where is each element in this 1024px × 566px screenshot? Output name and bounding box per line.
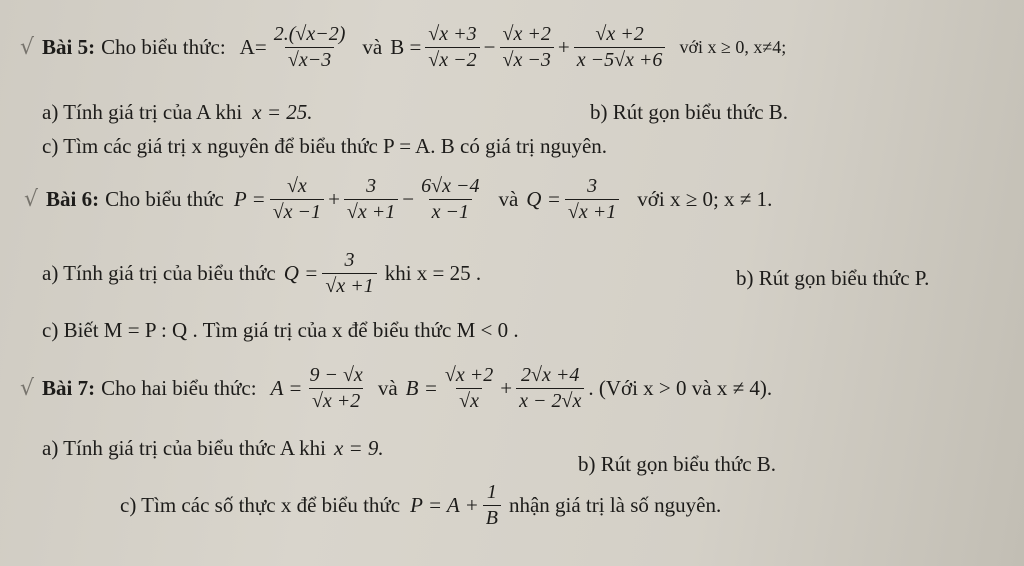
bai5-part-b xyxy=(590,100,788,125)
numerator: 2.(√x−2) xyxy=(273,23,346,45)
part-c-tail: nhận giá trị là số nguyên. xyxy=(508,493,722,517)
denominator: √x +1 xyxy=(344,199,398,223)
fraction-A xyxy=(306,365,365,412)
exercise-label: Bài 6: xyxy=(46,187,100,211)
part-b-text: b) Rút gọn biểu thức B. xyxy=(590,100,789,124)
part-c-text: c) Biết M = P : Q . Tìm giá trị của x để biểu thức M < 0 . xyxy=(42,318,519,342)
expr-A-lhs: A = xyxy=(270,376,303,400)
bai7-part-a xyxy=(42,436,1024,461)
fraction-Q xyxy=(565,176,619,223)
numerator: √x +2 xyxy=(444,364,494,386)
denominator: √x xyxy=(456,388,482,412)
numerator: 6√x −4 xyxy=(421,175,480,197)
intro-text: Cho biểu thức: xyxy=(101,35,226,59)
condition-text: với x ≥ 0; x ≠ 1. xyxy=(637,187,773,211)
plus-sign: + xyxy=(500,376,513,400)
condition-text: . (Với x > 0 và x ≠ 4). xyxy=(588,376,773,400)
bai5-statement xyxy=(20,24,1024,71)
fraction-P1 xyxy=(270,176,324,223)
minus-sign: − xyxy=(483,35,496,59)
denominator: √x −1 xyxy=(270,199,324,223)
numerator: 3 xyxy=(344,249,355,271)
denominator: √x +1 xyxy=(565,199,619,223)
bai5-part-c xyxy=(42,134,1024,159)
intro-text: Cho hai biểu thức: xyxy=(101,376,257,400)
fraction-B2 xyxy=(516,365,584,412)
fraction-Q xyxy=(322,250,376,297)
fraction-B1 xyxy=(442,365,496,412)
bai6-statement xyxy=(24,176,1024,223)
fraction-P3 xyxy=(418,176,482,223)
numerator: √x +3 xyxy=(428,23,477,45)
bai7-part-b xyxy=(578,452,776,477)
part-a-text: a) Tính giá trị của biểu thức xyxy=(42,261,276,285)
exercise-label: Bài 5: xyxy=(42,35,96,59)
part-c-text: c) Tìm các số thực x để biểu thức xyxy=(120,493,401,517)
denominator: √x−3 xyxy=(285,47,334,71)
plus-sign: + xyxy=(328,187,340,211)
intro-text: Cho biểu thức xyxy=(105,187,224,211)
numerator: 1 xyxy=(486,481,497,503)
numerator: √x +2 xyxy=(502,23,551,45)
part-a-condition: khi x = 25 . xyxy=(384,261,482,285)
bai6-part-c xyxy=(42,318,1024,343)
denominator: √x −3 xyxy=(500,47,554,71)
and-text: và xyxy=(498,187,519,211)
numerator: 2√x +4 xyxy=(521,364,580,386)
denominator: √x +1 xyxy=(322,273,376,297)
condition-text: với x ≥ 0, x≠4; xyxy=(679,37,787,57)
numerator: 3 xyxy=(366,175,377,197)
denominator: √x +2 xyxy=(309,388,363,412)
expr-P-lhs: P = A + xyxy=(410,493,479,517)
check-mark-icon: √ xyxy=(20,35,35,60)
exercise-label: Bài 7: xyxy=(42,376,96,400)
expr-B-lhs: B = xyxy=(405,376,438,400)
expr-Q-lhs: Q = xyxy=(526,187,561,211)
expr-P-lhs: P = xyxy=(233,187,266,211)
part-a-text: a) Tính giá trị của biểu thức A khi xyxy=(42,436,326,460)
numerator: √x +2 xyxy=(595,23,644,45)
part-a-value: x = 9. xyxy=(333,436,384,460)
denominator: √x −2 xyxy=(425,47,479,71)
bai7-statement xyxy=(20,365,1024,412)
and-text: và xyxy=(377,376,398,400)
and-text: và xyxy=(362,35,383,59)
part-b-text: b) Rút gọn biểu thức B. xyxy=(578,452,777,476)
part-c-text: c) Tìm các giá trị x nguyên để biểu thức P = A. B có giá trị nguyên. xyxy=(42,134,608,158)
numerator: 3 xyxy=(587,175,598,197)
denominator: x −1 xyxy=(429,199,472,223)
denominator: x −5√x +6 xyxy=(574,47,666,71)
fraction-one-over-B xyxy=(483,482,501,529)
bai7-part-c xyxy=(120,482,1024,529)
numerator: √x xyxy=(286,175,307,197)
expr-B-lhs: B = xyxy=(390,35,422,59)
fraction-A xyxy=(271,24,349,71)
check-mark-icon: √ xyxy=(24,187,39,212)
fraction-B1 xyxy=(425,24,479,71)
denominator: B xyxy=(483,505,501,529)
numerator: 9 − √x xyxy=(309,364,363,386)
minus-sign: − xyxy=(402,187,415,211)
expr-Q-lhs: Q = xyxy=(283,261,319,285)
expr-A-lhs: A= xyxy=(239,35,267,59)
fraction-B3 xyxy=(574,24,666,71)
bai5-part-a xyxy=(42,100,1024,125)
bai6-part-b xyxy=(736,266,929,291)
check-mark-icon: √ xyxy=(20,376,35,401)
fraction-B2 xyxy=(500,24,554,71)
part-a-text: a) Tính giá trị của A khi xyxy=(42,100,243,124)
part-a-value: x = 25. xyxy=(252,100,313,124)
part-b-text: b) Rút gọn biểu thức P. xyxy=(736,266,930,290)
fraction-P2 xyxy=(344,176,398,223)
plus-sign: + xyxy=(557,35,570,59)
denominator: x − 2√x xyxy=(516,388,584,412)
